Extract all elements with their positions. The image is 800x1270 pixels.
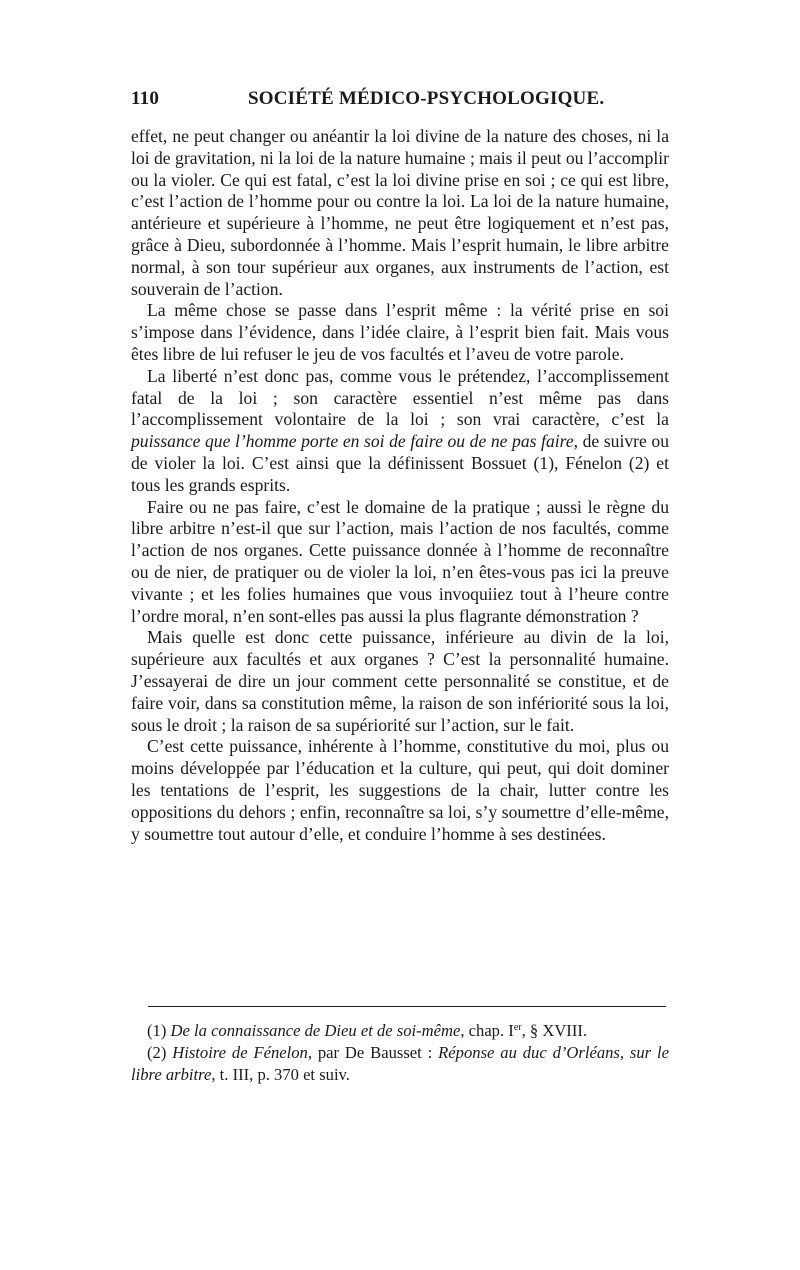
footnote-text: , chap. I — [460, 1021, 514, 1040]
footnote-marker: (2) — [147, 1043, 167, 1062]
footnote-superscript: er — [513, 1022, 522, 1033]
footnote-title: Histoire de Fénelon — [172, 1043, 308, 1062]
paragraph: Faire ou ne pas faire, c’est le domaine de la pratique ; aussi le règne du libre arbitre n’est-il que sur l’action, mais l’action de nos facultés, comme l’action de nos organes. Cette puissance donnée à l’homme de reconnaître ou de nier, de pratiquer ou de violer la loi, n’en êtes-vous pas ici la preuve vivante ; et les folies humaines que vous invoquiiez tout à l’heure contre l’ordre moral, n’en sont-elles pas aussi la plus flagrante démonstration ? — [131, 496, 669, 626]
footnote-title: De la connaissance de Dieu et de soi-même — [170, 1021, 461, 1040]
footnote-text: , par De Bausset : — [307, 1043, 439, 1062]
paragraph: effet, ne peut changer ou anéantir la loi divine de la nature des choses, ni la loi de gravitation, ni la loi de la nature humaine ; mais il peut ou l’accomplir ou la violer. Ce qui est fatal, c’est la loi divine prise en soi ; ce qui est libre, c’est l’action de l’homme pour ou contre la loi. La loi de la nature humaine, antérieure et supérieure à l’homme, ne peut être logiquement et n’est pas, grâce à Dieu, subordonnée à l’homme. Mais l’esprit humain, le libre arbitre normal, à son tour supérieur aux organes, aux instruments de l’action, est souverain de l’action. — [131, 126, 669, 299]
footnotes — [131, 1020, 669, 1086]
footnote-divider — [148, 1006, 666, 1007]
footnote-title: Réponse au duc d’Orléans, sur le libre arbitre — [131, 1043, 669, 1084]
paragraph: Mais quelle est donc cette puissance, inférieure au divin de la loi, supérieure aux facultés et aux organes ? C’est la personnalité humaine. J’essayerai de dire un jour comment cette personnalité se constitue, et de faire voir, dans sa constitution même, la raison de son infériorité sous la loi, sous le droit ; la raison de sa supériorité sur l’action, sur le fait. — [131, 627, 669, 735]
paragraph — [131, 366, 669, 497]
italic-phrase: puissance que l’homme porte en soi de faire ou de ne pas faire — [131, 431, 574, 452]
footnote-marker: (1) — [147, 1021, 167, 1040]
paragraph-text: La liberté n’est donc pas, comme vous le prétendez, l’accomplissement fatal de la loi ; son caractère essentiel n’est même pas dans l’accomplissement volontaire de la loi ; son vrai caractère, c’est la — [131, 365, 669, 430]
paragraph: C’est cette puissance, inhérente à l’homme, constitutive du moi, plus ou moins développée par l’éducation et la culture, qui peut, qui doit dominer les tentations de l’esprit, les suggestions de la chair, lutter contre les oppositions du dehors ; enfin, reconnaître sa loi, s’y soumettre d’elle-même, y soumettre tout autour d’elle, et conduire l’homme à ses destinées. — [131, 736, 669, 844]
footnote-text: , t. III, p. 370 et suiv. — [211, 1065, 350, 1084]
paragraph: La même chose se passe dans l’esprit même : la vérité prise en soi s’impose dans l’évidence, dans l’idée claire, à l’esprit bien fait. Mais vous êtes libre de lui refuser le jeu de vos facultés et l’aveu de votre parole. — [131, 300, 669, 364]
running-title: SOCIÉTÉ MÉDICO-PSYCHOLOGIQUE. — [248, 88, 605, 109]
footnote — [131, 1020, 669, 1042]
footnote — [131, 1042, 669, 1086]
footnote-text: , § XVIII. — [521, 1021, 588, 1040]
paragraph-text: , de suivre ou de violer la loi. C’est ainsi que la définissent Bossuet (1), Fénelon (2) et tous les grands esprits. — [131, 431, 669, 495]
page-header — [131, 88, 671, 118]
body-text — [131, 126, 669, 845]
page-number: 110 — [131, 88, 160, 109]
